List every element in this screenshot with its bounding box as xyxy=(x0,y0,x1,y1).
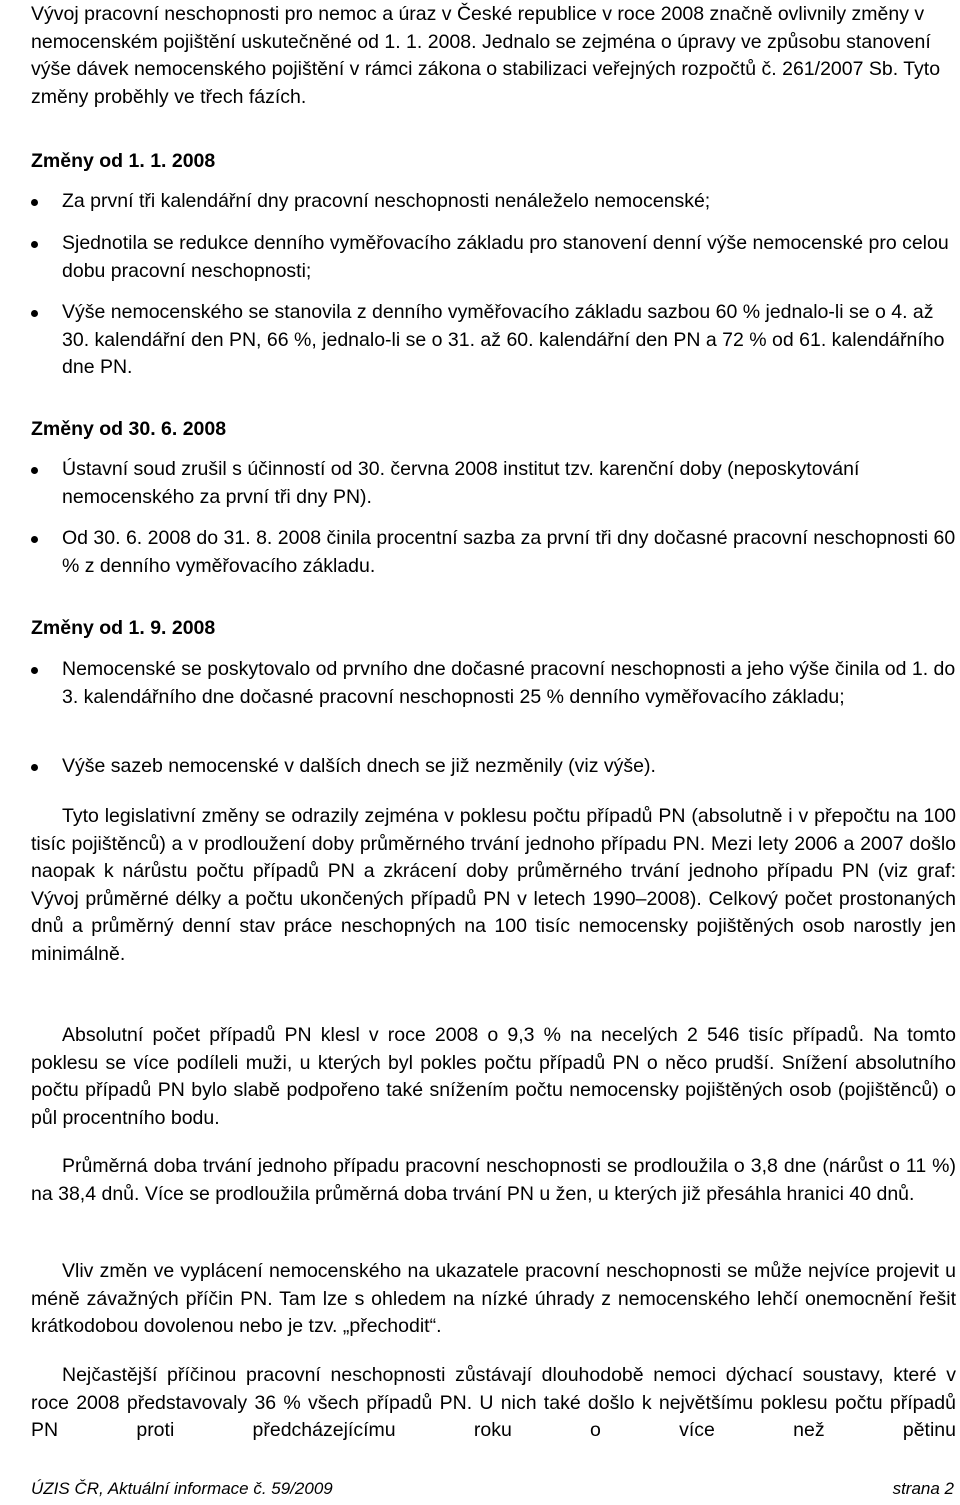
section-heading-3: Změny od 1. 9. 2008 xyxy=(31,617,216,639)
bullet-text-2-2: Od 30. 6. 2008 do 31. 8. 2008 činila procentní sazba za první tři dny dočasné pracovní neschopnosti 60 % z denního vyměřovacího základu. xyxy=(62,527,956,577)
bullet-text-1-3: Výše nemocenského se stanovila z denního vyměřovacího základu sazbou 60 % jednalo-li se o 4. až 30. kalendářní den PN, 66 %, jednalo-li se o 31. až 60. kalendářní den PN a 72 % od 61. kalendářního dne PN. xyxy=(62,301,945,378)
bullet-text-1-1: Za první tři kalendářní dny pracovní neschopnosti nenáleželo nemocenské; xyxy=(62,190,711,212)
bullet-icon xyxy=(31,467,38,474)
bullet-text-3-2: Výše sazeb nemocenské v dalších dnech se již nezměnily (viz výše). xyxy=(62,755,656,777)
bullet-text-2-1: Ústavní soud zrušil s účinností od 30. června 2008 institut tzv. karenční doby (neposkytování nemocenského za první tři dny PN). xyxy=(62,458,860,508)
bullet-icon xyxy=(31,536,38,543)
footer-source: ÚZIS ČR, Aktuální informace č. 59/2009 xyxy=(31,1479,333,1498)
body-paragraph-1: Tyto legislativní změny se odrazily zejména v poklesu počtu případů PN (absolutně i v přepočtu na 100 tisíc pojištěnců) a v prodloužení doby průměrného trvání jednoho případu PN. Mezi lety 2006 a 2007 došlo naopak k nárůstu počtu případů PN a zkrácení doby průměrného trvání jednoho případu PN (viz graf: Vývoj průměrné délky a počtu ukončených případů PN v letech 1990–2008). Celkový počet prostonaných dnů a průměrný denní stav práce neschopných na 100 tisíc nemocensky pojištěných osob narostly jen minimálně. xyxy=(31,805,956,965)
section-heading-1: Změny od 1. 1. 2008 xyxy=(31,150,216,172)
body-paragraph-2: Absolutní počet případů PN klesl v roce 2008 o 9,3 % na necelých 2 546 tisíc případů. Na tomto poklesu se více podíleli muži, u kterých byl pokles počtu případů PN o něco prudší. Snížení absolutního počtu případů PN bylo slabě podpořeno také snížením počtu nemocensky pojištěných osob (pojištěnců) o půl procentního bodu. xyxy=(31,1024,956,1129)
bullet-icon xyxy=(31,241,38,248)
footer-page-number: strana 2 xyxy=(892,1479,954,1498)
intro-paragraph: Vývoj pracovní neschopnosti pro nemoc a úraz v České republice v roce 2008 značně ovlivnily změny v nemocenském pojištění uskutečněné od 1. 1. 2008. Jednalo se zejména o úpravy ve způsobu stanovení výše dávek nemocenského pojištění v rámci zákona o stabilizaci veřejných rozpočtů č. 261/2007 Sb. Tyto změny proběhly ve třech fázích. xyxy=(31,3,941,108)
section-heading-2: Změny od 30. 6. 2008 xyxy=(31,418,227,440)
body-paragraph-3: Průměrná doba trvání jednoho případu pracovní neschopnosti se prodloužila o 3,8 dne (nárůst o 11 %) na 38,4 dnů. Více se prodloužila průměrná doba trvání PN u žen, u kterých již přesáhla hranici 40 dnů. xyxy=(31,1155,956,1205)
bullet-icon xyxy=(31,310,38,317)
body-paragraph-4: Vliv změn ve vyplácení nemocenského na ukazatele pracovní neschopnosti se může nejvíce projevit u méně závažných příčin PN. Tam lze s ohledem na nízké úhrady z nemocenského lehčí onemocnění řešit krátkodobou dovolenou nebo je tzv. „přechodit“. xyxy=(31,1260,956,1337)
bullet-icon xyxy=(31,667,38,674)
bullet-icon xyxy=(31,764,38,771)
body-paragraph-5: Nejčastější příčinou pracovní neschopnosti zůstávají dlouhodobě nemoci dýchací soustavy, které v roce 2008 představovaly 36 % všech případů PN. U nich také došlo k největšímu poklesu počtu případů PN proti předcházejícímu roku o více než pětinu xyxy=(31,1364,956,1441)
bullet-text-3-1: Nemocenské se poskytovalo od prvního dne dočasné pracovní neschopnosti a jeho výše činila od 1. do 3. kalendářního dne dočasné pracovní neschopnosti 25 % denního vyměřovacího základu; xyxy=(62,658,956,708)
bullet-text-1-2: Sjednotila se redukce denního vyměřovacího základu pro stanovení denní výše nemocenské pro celou dobu pracovní neschopnosti; xyxy=(62,232,949,282)
